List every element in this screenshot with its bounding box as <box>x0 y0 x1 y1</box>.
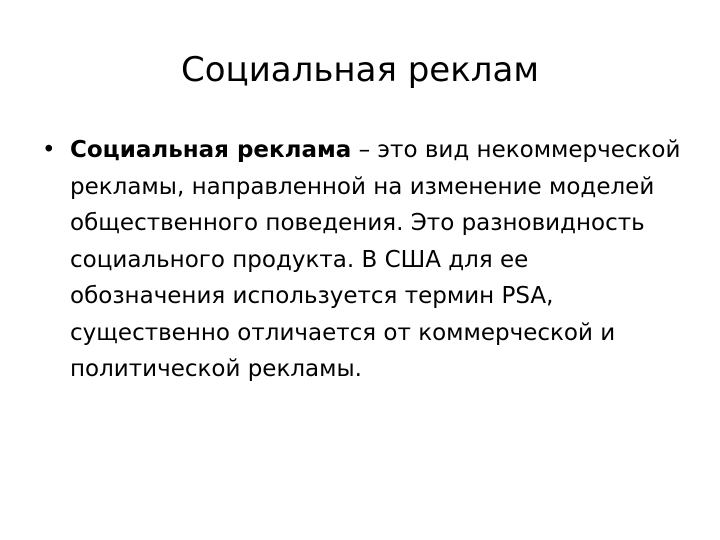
bullet-term: Социальная реклама <box>70 137 352 163</box>
bullet-text: – это вид некоммерческой рекламы, направленной на изменение моделей общественного поведения. Это разновидность социального продукта. В США для ее обозначения используется термин PSA, существенно отличается от коммерческой и политической рекламы. <box>70 137 681 382</box>
bullet-list <box>40 132 685 388</box>
slide-title: Социальная реклам <box>181 50 539 90</box>
bullet-marker: • <box>42 137 56 163</box>
bullet-item <box>40 132 685 388</box>
